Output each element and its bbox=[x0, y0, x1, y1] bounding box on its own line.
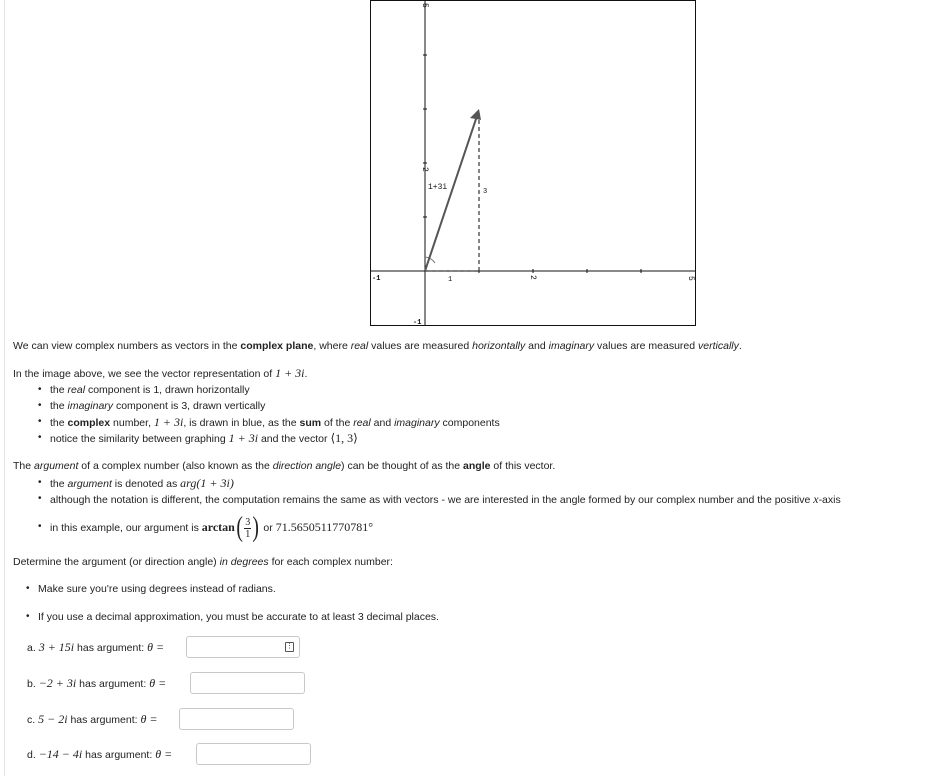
argument-paragraph: The argument of a complex number (also known as the direction angle) can be thought of as the angle of this vector. bbox=[13, 460, 556, 472]
question-d: d. −14 − 4i has argument: θ = bbox=[27, 747, 173, 761]
intro-paragraph: We can view complex numbers as vectors in the complex plane, where real values are measured horizontally and imaginary values are measured vertically. bbox=[13, 340, 742, 352]
tick-label-x-5: 5 bbox=[686, 276, 695, 281]
argument-bullets bbox=[50, 475, 841, 547]
question-c: c. 5 − 2i has argument: θ = bbox=[27, 712, 158, 726]
task-rules bbox=[38, 575, 439, 631]
question-a: a. 3 + 15i has argument: θ = bbox=[27, 640, 165, 654]
intro-bullets bbox=[50, 382, 500, 446]
vector-representation-paragraph: In the image above, we see the vector representation of 1 + 3i. bbox=[13, 366, 308, 380]
list-item: • If you use a decimal approximation, you must be accurate to at least 3 decimal places. bbox=[38, 603, 439, 631]
list-item: • notice the similarity between graphing 1 + 3i and the vector ⟨1, 3⟩ bbox=[50, 430, 500, 446]
vector-label: 1+3i bbox=[428, 183, 448, 192]
list-item: • the argument is denoted as arg(1 + 3i) bbox=[50, 475, 841, 491]
list-item: • Make sure you're using degrees instead of radians. bbox=[38, 575, 439, 603]
tick-label-x-neg1: -1 bbox=[372, 275, 381, 283]
answer-input-d[interactable] bbox=[196, 743, 311, 765]
tick-label-y-2: 2 bbox=[420, 167, 429, 172]
answer-input-c[interactable] bbox=[179, 708, 294, 730]
question-b: b. −2 + 3i has argument: θ = bbox=[27, 676, 167, 690]
task-instructions: Determine the argument (or direction angle) in degrees for each complex number: bbox=[13, 556, 393, 568]
tick-label-y-neg1: -1 bbox=[413, 319, 422, 326]
fraction: $\frac{3}{1}$ bbox=[245, 516, 251, 540]
answer-input-a[interactable] bbox=[186, 636, 300, 658]
tick-label-y-5: 5 bbox=[420, 3, 429, 8]
tick-label-x-2: 2 bbox=[528, 275, 537, 280]
answer-input-b[interactable] bbox=[190, 672, 305, 694]
keyboard-icon[interactable]: ⋮ bbox=[286, 643, 293, 650]
list-item: • the imaginary component is 3, drawn vertically bbox=[50, 398, 500, 414]
list-item: • although the notation is different, the computation remains the same as with vectors - we are interested in the angle formed by our complex number and the positive x-axis bbox=[50, 491, 841, 507]
list-item: • the complex number, 1 + 3i, is drawn in blue, as the sum of the real and imaginary components bbox=[50, 414, 500, 430]
list-item: • the real component is 1, drawn horizontally bbox=[50, 382, 500, 398]
vertical-component-label: 3 bbox=[483, 188, 488, 196]
list-item: • in this example, our argument is arctan( $\frac{3}{1}$ ) or 71.5650511770781° bbox=[50, 507, 841, 547]
horizontal-component-label: 1 bbox=[448, 276, 453, 284]
complex-plane-graph bbox=[370, 0, 696, 326]
